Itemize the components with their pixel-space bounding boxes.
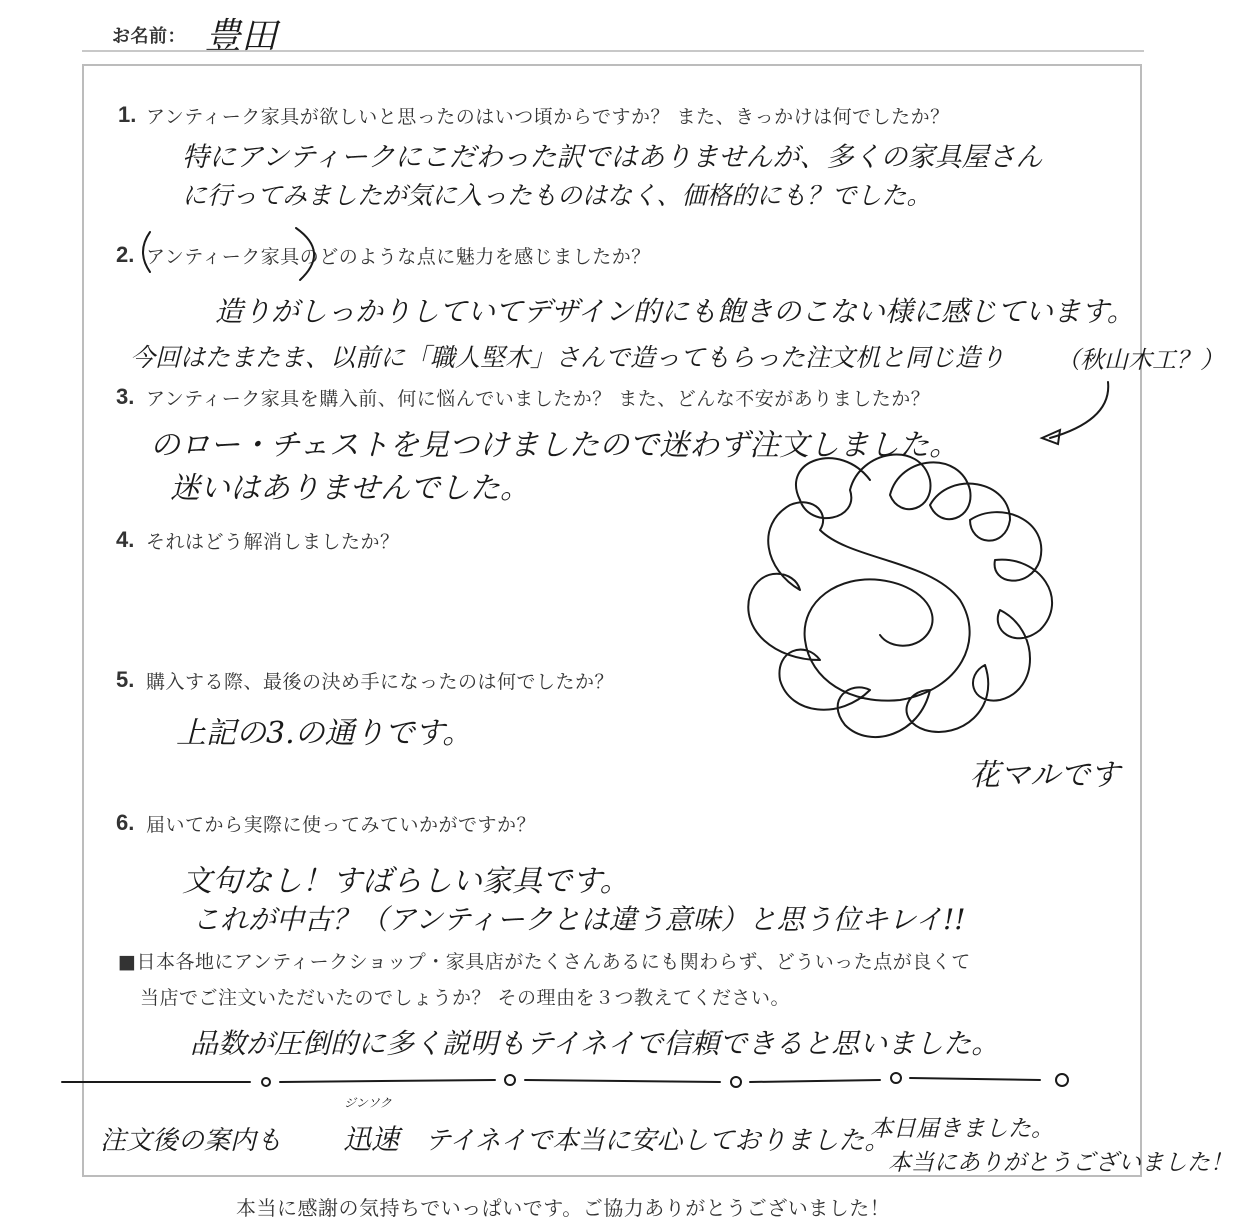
answer-3-line-2: 迷いはありませんでした。: [170, 471, 530, 506]
bottom-note-part-1: 注文後の案内も: [100, 1126, 283, 1156]
answer-1-line-1: 特にアンティークにこだわった訳ではありませんが、多くの家具屋さん: [182, 142, 1043, 173]
answer-5-line-1: 上記の3.の通りです。: [176, 716, 473, 751]
answer-2-line-3: （秋山木工？）: [1056, 346, 1224, 374]
answer-2-line-1: 造りがしっかりしていてデザイン的にも飽きのこない様に感じています。: [215, 295, 1135, 328]
bottom-note-part-2: テイネイで本当に安心しておりました。: [425, 1126, 891, 1156]
bottom-note-ruby: ジンソク: [344, 1096, 392, 1110]
question-text-3: アンティーク家具を購入前、何に悩んでいましたか？ また、どんな不安がありましたか？: [146, 388, 931, 410]
answer-6-line-1: 文句なし！すばらしい家具です。: [182, 864, 630, 899]
question-number-6: 6.: [116, 810, 135, 835]
extra-answer: 品数が圧倒的に多く説明もテイネイで信頼できると思いました。: [190, 1027, 1000, 1060]
flower-caption: 花マルです: [970, 758, 1120, 793]
question-number-2: 2.: [116, 242, 135, 267]
bottom-note-line-b1: 本日届きました。: [870, 1116, 1054, 1142]
question-text-2: アンティーク家具のどのような点に魅力を感じましたか？: [146, 246, 651, 268]
answer-2-line-2: 今回はたまたま、以前に「職人堅木」さんで造ってもらった注文机と同じ造り: [130, 343, 1006, 372]
name-label: お名前：: [112, 26, 186, 47]
question-text-5: 購入する際、最後の決め手になったのは何でしたか？: [146, 671, 615, 693]
question-number-1: 1.: [118, 102, 137, 127]
name-value: 豊田: [205, 16, 278, 57]
footer-thanks: 本当に感謝の気持ちでいっぱいです。ご協力ありがとうございました！: [236, 1196, 891, 1220]
question-text-4: それはどう解消しましたか？: [146, 531, 400, 553]
answer-3-line-1: のロー・チェストを見つけましたので迷わず注文しました。: [150, 428, 960, 463]
question-text-1: アンティーク家具が欲しいと思ったのはいつ頃からですか？ また、きっかけは何でしたか？: [146, 106, 950, 128]
extra-question-line-2: 当店でご注文いただいたのでしょうか？ その理由を３つ教えてください。: [140, 987, 791, 1009]
extra-question-line-1: ■日本各地にアンティークショップ・家具店がたくさんあるにも関わらず、どういった点が良くて: [118, 951, 971, 973]
answer-1-line-2: に行ってみましたが気に入ったものはなく、価格的にも？でした。: [182, 181, 932, 210]
bottom-note-line-b2: 本当にありがとうございました！: [888, 1150, 1233, 1176]
bottom-note-ruby-base: 迅速: [343, 1123, 400, 1156]
question-number-4: 4.: [116, 527, 135, 552]
questionnaire-frame: [82, 64, 1142, 1177]
question-number-5: 5.: [116, 667, 135, 692]
question-text-6: 届いてから実際に使ってみていかがですか？: [146, 814, 537, 836]
answer-6-line-2: これが中古？（アンティークとは違う意味）と思う位キレイ!!: [192, 903, 966, 936]
question-number-3: 3.: [116, 384, 135, 409]
